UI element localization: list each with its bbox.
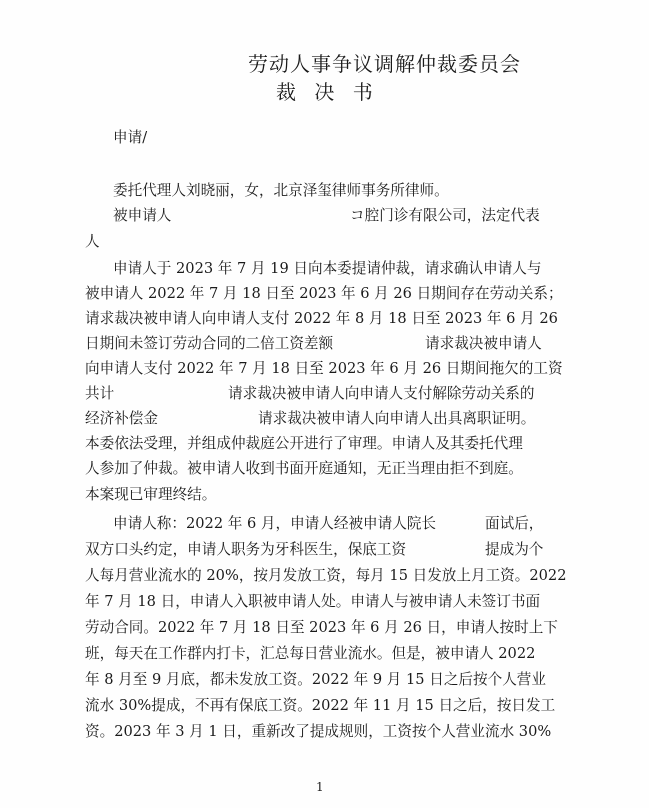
text-line: 流水 30%提成，不再有保底工资。2022 年 11 月 15 日之后，按日发工: [85, 697, 556, 714]
text-line: 申请人于 2023 年 7 月 19 日向本委提请仲裁，请求确认申请人与: [113, 260, 542, 277]
text-line: 提成为个: [485, 541, 544, 558]
text-line: 请求裁决被申请人向申请人支付 2022 年 8 月 18 日至 2023 年 6 月 26: [85, 310, 558, 327]
text-line: 双方口头约定，申请人职务为牙科医生，保底工资: [85, 541, 407, 558]
applicant-line: 申请/: [113, 129, 148, 146]
text-line: 经济补偿金: [85, 410, 158, 427]
text-line: 请求裁决被申请人: [425, 335, 542, 352]
text-line: 人每月营业流水的 20%，按月发放工资，每月 15 日发放上月工资。2022: [85, 567, 567, 584]
text-line: 共计: [85, 385, 115, 402]
text-line: 本委依法受理，并组成仲裁庭公开进行了审理。申请人及其委托代理: [85, 435, 523, 452]
text-line: 年 8 月至 9 月底，都未发放工资。2022 年 9 月 15 日之后按个人营业: [85, 671, 546, 688]
text-line: 日期间未签订劳动合同的二倍工资差额: [85, 335, 334, 352]
respondent-company: コ腔门诊有限公司，法定代表: [350, 207, 540, 224]
text-line: 年 7 月 18 日，申请人入职被申请人处。申请人与被申请人未签订书面: [85, 593, 541, 610]
text-line: 请求裁决被申请人向申请人支付解除劳动关系的: [228, 385, 535, 402]
text-line: 向申请人支付 2022 年 7 月 18 日至 2023 年 6 月 26 日期间拖欠的工资: [85, 360, 563, 377]
text-line: 被申请人 2022 年 7 月 18 日至 2023 年 6 月 26 日期间存在劳动关系；: [85, 285, 563, 302]
text-line: 人参加了仲裁。被申请人收到书面开庭通知，无正当理由拒不到庭。: [85, 460, 523, 477]
text-line: 请求裁决被申请人向申请人出具离职证明。: [258, 410, 536, 427]
text-line: 资。2023 年 3 月 1 日，重新改了提成规则，工资按个人营业流水 30%: [85, 723, 552, 740]
text-line: 面试后，: [485, 515, 544, 532]
text-line: 申请人称：2022 年 6 月，申请人经被申请人院长: [113, 515, 437, 532]
document-title: 裁 决 书: [276, 80, 379, 104]
respondent-line-end: 人: [85, 233, 100, 250]
committee-title: 劳动人事争议调解仲裁委员会: [248, 52, 521, 76]
respondent-label: 被申请人: [113, 207, 172, 224]
text-line: 劳动合同。2022 年 7 月 18 日至 2023 年 6 月 26 日，申请人按时上下: [85, 619, 558, 636]
page-number: 1: [316, 780, 324, 794]
text-line: 本案现已审理终结。: [85, 486, 217, 503]
agent-line: 委托代理人刘晓丽，女，北京泽玺律师事务所律师。: [113, 182, 449, 199]
text-line: 班，每天在工作群内打卡，汇总每日营业流水。但是，被申请人 2022: [85, 645, 536, 662]
